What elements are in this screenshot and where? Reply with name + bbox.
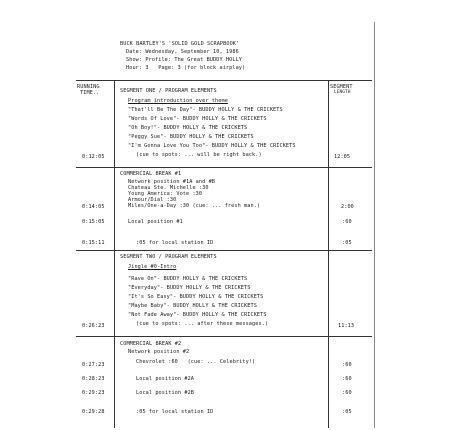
station-id-2: :05 for local station ID [136,409,214,415]
page-edge-rule [374,22,375,428]
local-position-1: Local position #1 [128,219,183,225]
commercial-two-title: COMMERCIAL BREAK #2 [120,341,182,347]
station-id-2-length: :05 [342,409,352,415]
running-label: RUNNING [77,84,100,90]
commercial-one-title: COMMERCIAL BREAK #1 [120,171,182,177]
segment-two-subtitle: Jingle #0-Intro [128,264,177,270]
hour-line: Hour: 3 Page: 3 (for block airplay) [126,65,246,71]
segment-label: SEGMENT [330,84,353,90]
commercial-one-length: 2:00 [341,204,354,210]
segment-two-cue: (cue to spots: ... after these messages.) [136,321,269,327]
commercial-one-running-time: 0:14:05 [82,204,105,210]
local-position-2a-time: 0:28:23 [82,376,105,382]
local-position-2b-length: :60 [342,390,352,396]
local-position-2b: Local position #2B [136,390,195,396]
length-label: LENGTH [334,90,351,95]
commercial-line: Armour/Dial :30 [128,197,177,203]
song-item: "It's So Easy"- BUDDY HOLLY & THE CRICKETS [128,294,264,300]
segment-one-running-time: 0:12:05 [82,154,105,160]
program-title: BUCK BARTLEY'S 'SOLID GOLD SCRAPBOOK' [120,41,240,47]
network-position-2: Network position #2 [128,349,190,355]
chevrolet-spot: Chevrolet :60 (cue: ... Celebrity!) [136,359,256,365]
song-item: "Maybe Baby"- BUDDY HOLLY & THE CRICKETS [128,303,257,309]
commercial-line: Miles/One-a-Day :30 (cue: ... fresh man.) [128,203,261,209]
segment-one-title: SEGMENT ONE / PROGRAM ELEMENTS [120,88,217,94]
divider-2 [76,250,372,251]
time-label: TIME.. [80,90,100,96]
local-position-1-time: 0:15:05 [82,219,105,225]
right-column-rule [328,80,329,428]
commercial-line: Network position #1A and #B [128,179,216,185]
date-line: Date: Wednesday, September 10, 1986 [126,49,239,55]
local-position-2a-length: :60 [342,376,352,382]
show-line: Show: Profile: The Great BUDDY HOLLY [126,57,243,63]
local-position-2b-time: 0:29:23 [82,390,105,396]
divider-1 [76,167,372,168]
song-item: "I'm Gonna Love You Too"- BUDDY HOLLY & THE CRICKETS [128,143,296,149]
song-item: "That'll Be The Day"- BUDDY HOLLY & THE CRICKETS [128,107,283,113]
segment-one-subtitle: Program introduction over theme [128,98,228,104]
local-position-1-length: :60 [342,219,352,225]
local-position-2a: Local position #2A [136,376,195,382]
segment-two-length: 11:13 [338,323,355,329]
commercial-line: Chateau Ste. Michelle :30 [128,185,209,191]
segment-two-running-time: 0:26:23 [82,323,105,329]
station-id-2-time: 0:29:28 [82,409,105,415]
song-item: "Words Of Love"- BUDDY HOLLY & THE CRICKETS [128,116,267,122]
divider-3 [76,336,372,337]
song-item: "Oh Boy!"- BUDDY HOLLY & THE CRICKETS [128,125,248,131]
song-item: "Everyday"- BUDDY HOLLY & THE CRICKETS [128,285,251,291]
segment-one-cue: (cue to spots: ... will be right back.) [136,152,262,158]
song-item: "Not Fade Away"- BUDDY HOLLY & THE CRICKETS [128,312,267,318]
station-id-1-length: :05 [342,240,352,246]
segment-one-length: 12:05 [334,154,351,160]
station-id-1: :05 for local station ID [136,240,214,246]
song-item: "Rave On"- BUDDY HOLLY & THE CRICKETS [128,276,248,282]
commercial-line: Young America: Vote :30 [128,191,203,197]
segment-two-title: SEGMENT TWO / PROGRAM ELEMENTS [120,254,217,260]
chevrolet-length: :60 [342,362,352,368]
left-column-rule [114,80,115,428]
song-item: "Peggy Sue"- BUDDY HOLLY & THE CRICKETS [128,134,254,140]
chevrolet-time: 0:27:23 [82,362,105,368]
station-id-1-time: 0:15:11 [82,240,105,246]
